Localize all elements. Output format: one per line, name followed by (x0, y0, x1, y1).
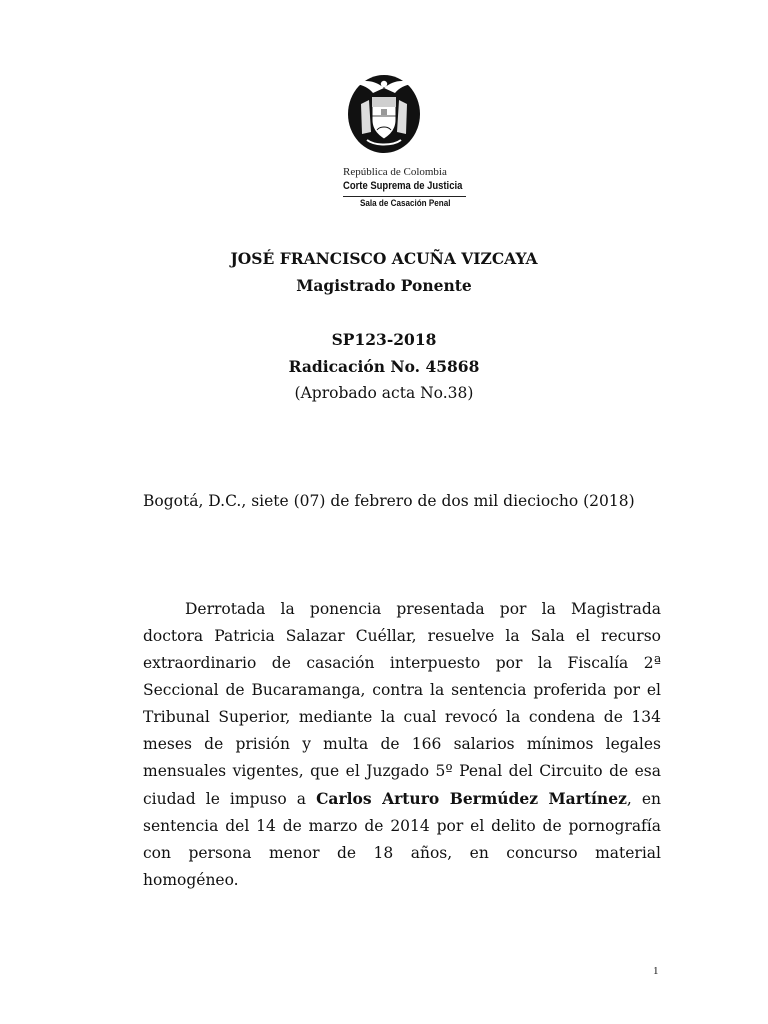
court-letterhead (300, 70, 470, 215)
body-paragraph (143, 596, 661, 894)
case-code: SP123-2018 (331, 330, 437, 349)
coat-of-arms-seal (347, 70, 421, 154)
page-number: 1 (653, 965, 659, 977)
letterhead-chamber: Sala de Casación Penal (360, 198, 451, 208)
date-line: Bogotá, D.C., siete (07) de febrero de dos mil dieciocho (2018) (143, 492, 635, 510)
letterhead-court: Corte Suprema de Justicia (343, 180, 463, 192)
magistrate-name: JOSÉ FRANCISCO ACUÑA VIZCAYA (230, 249, 538, 268)
magistrate-role: Magistrado Ponente (296, 276, 472, 295)
letterhead-country: República de Colombia (343, 166, 447, 178)
paragraph-text-start: Derrotada la ponencia presentada por la Magistrada doctora Patricia Salazar Cuéllar, resuelve la Sala el recurso extraordinario de casación interpuesto por la Fiscalía 2ª Seccional de Bucaramanga, contra la sentencia proferida por el Tribunal Superior, mediante la cual revocó la condena de 134 meses de prisión y multa de 166 salarios mínimos legales mensuales vigentes, que el Juzgado 5º Penal del Circuito de esa ciudad le impuso a (143, 600, 661, 808)
letterhead-divider (343, 196, 466, 197)
radicacion-number: Radicación No. 45868 (288, 357, 480, 376)
approval-note: (Aprobado acta No.38) (294, 384, 474, 402)
defendant-name: Carlos Arturo Bermúdez Martínez (316, 789, 627, 808)
paragraph-text-end: , en sentencia del 14 de marzo de 2014 por el delito de pornografía con persona menor de 18 años, en concurso material homogéneo. (143, 790, 661, 889)
